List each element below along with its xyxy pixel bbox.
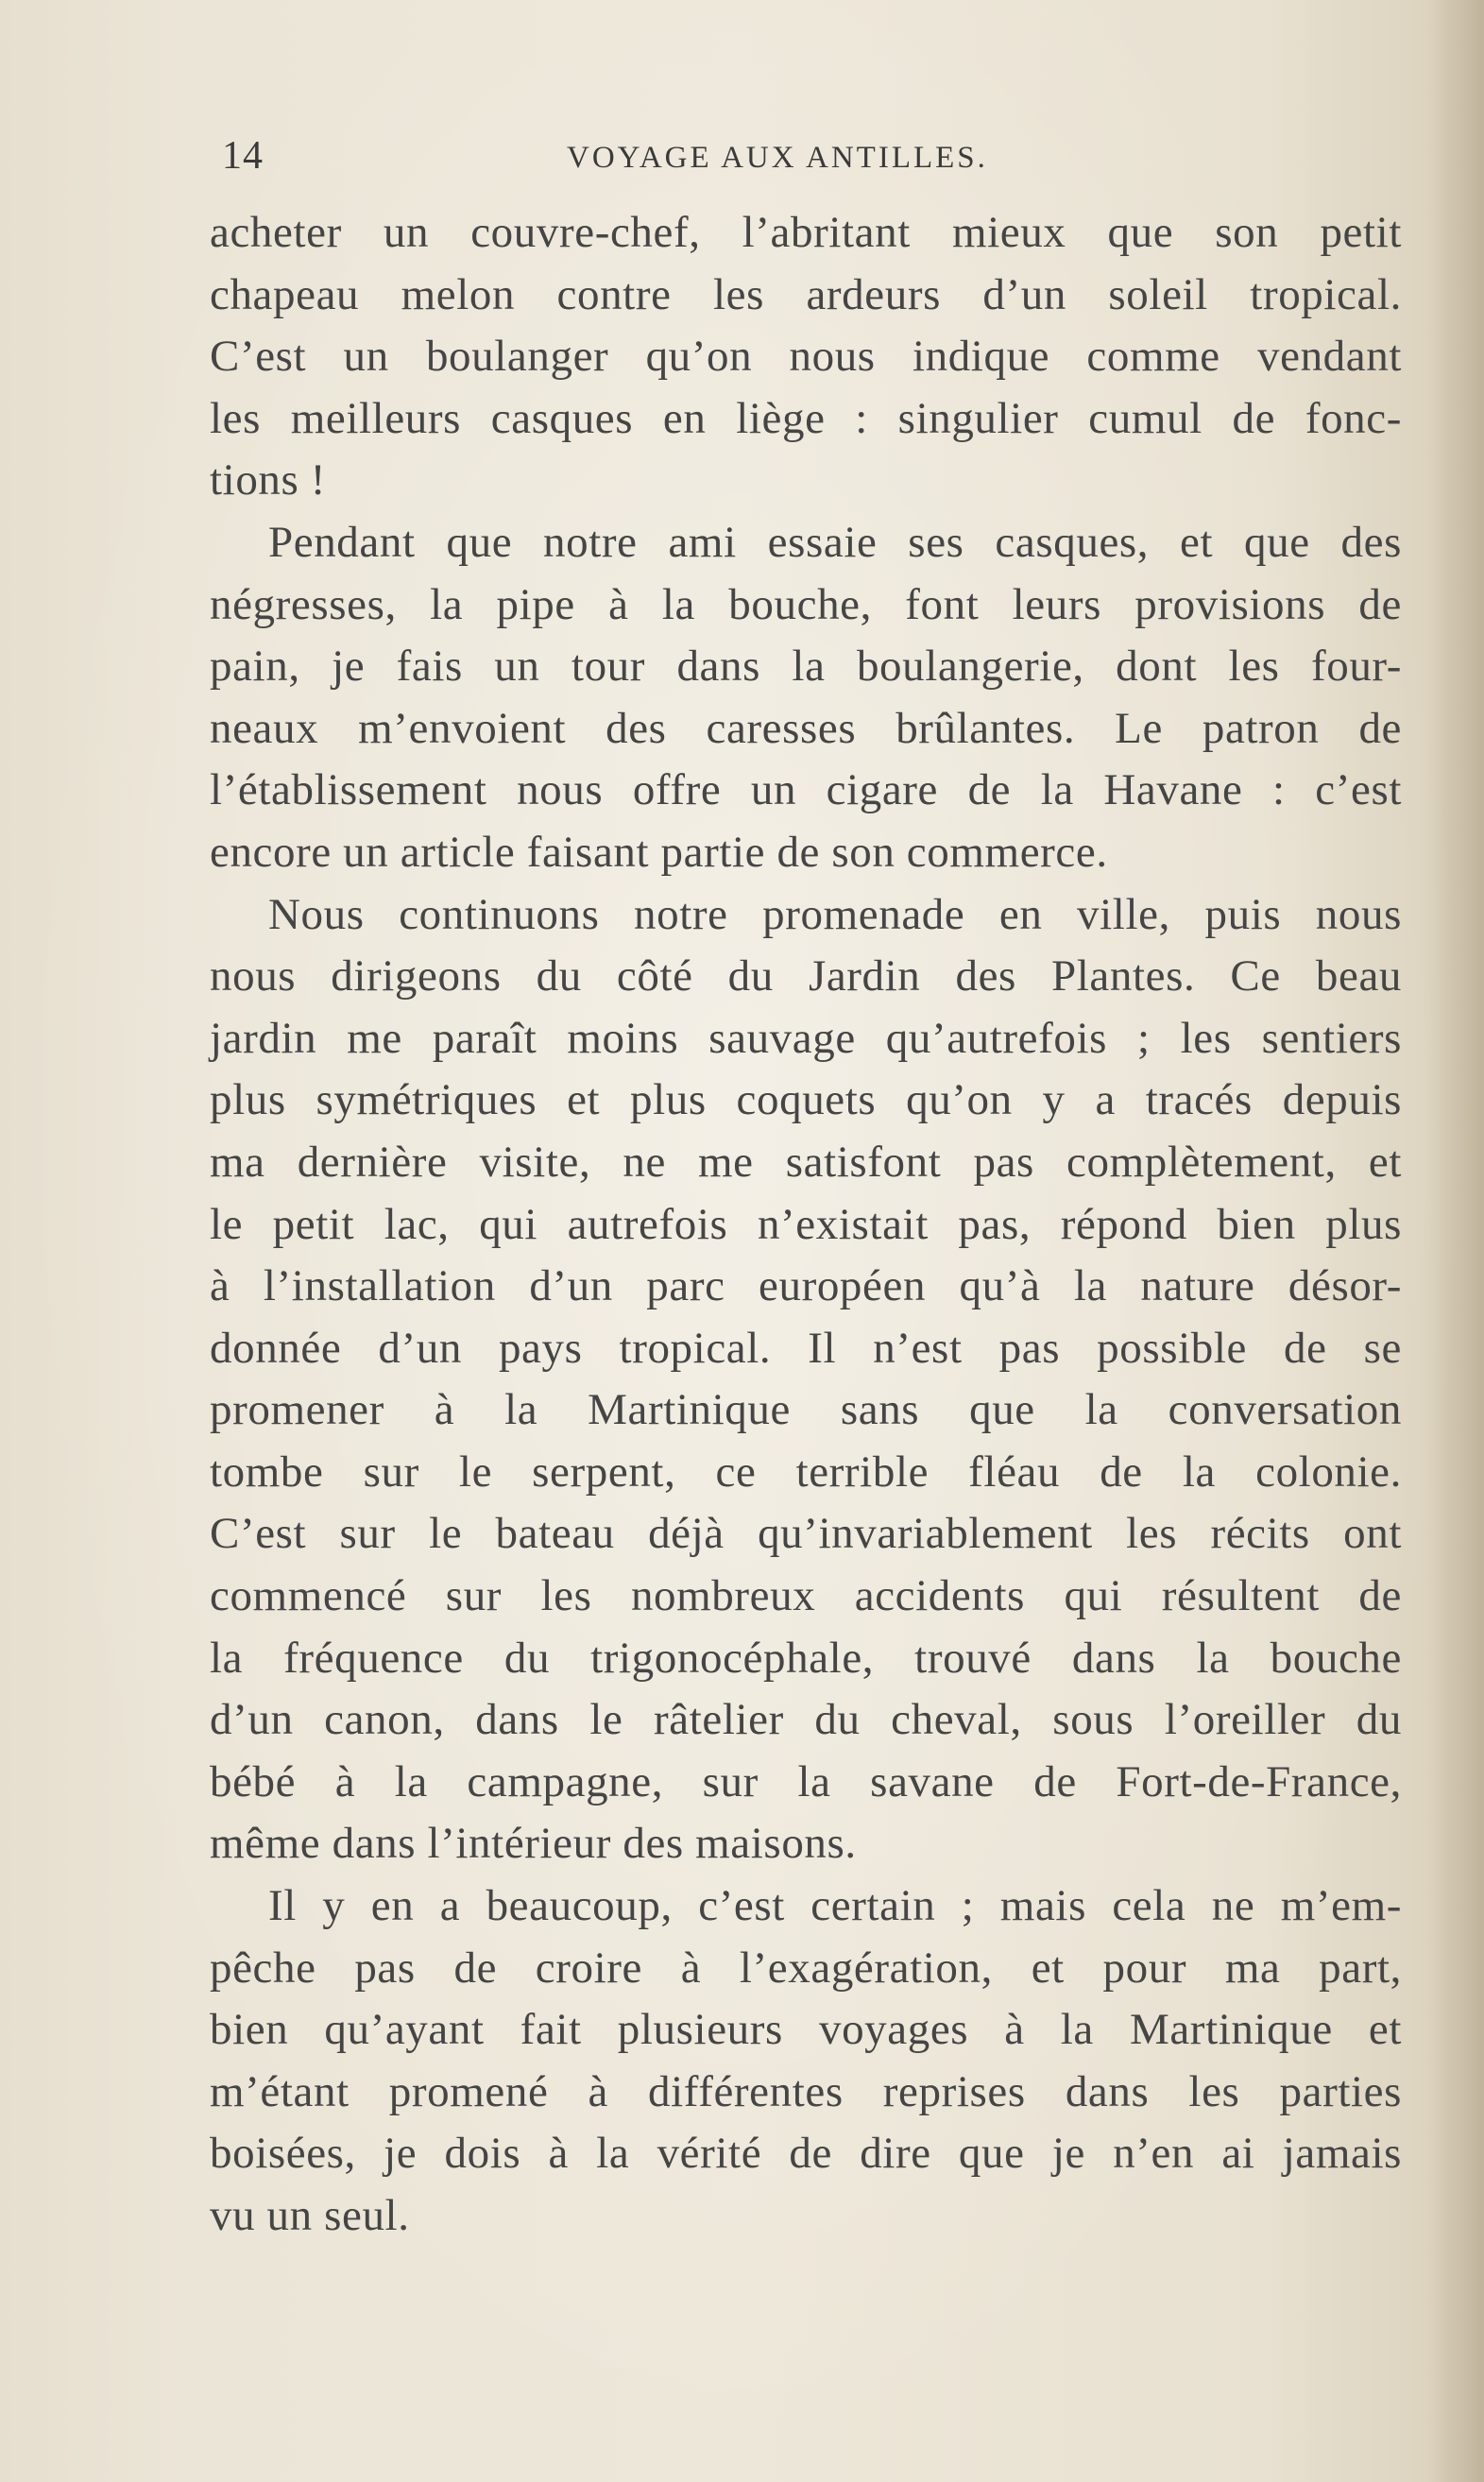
text-line: C’est sur le bateau déjà qu’invariablement les récits ont: [210, 1509, 1402, 1559]
text-line: neaux m’envoient des caresses brûlantes. Le patron de: [210, 703, 1402, 753]
text-line: bien qu’ayant fait plusieurs voyages à la Martinique et: [210, 2005, 1402, 2055]
text-line: encore un article faisant partie de son commerce.: [210, 827, 1108, 877]
text-line: Nous continuons notre promenade en ville, puis nous: [268, 889, 1402, 939]
text-line: pêche pas de croire à l’exagération, et pour ma part,: [210, 1943, 1402, 1993]
paragraph-4: [210, 1875, 1402, 2248]
text-line: commencé sur les nombreux accidents qui résultent de: [210, 1571, 1402, 1621]
text-line: acheter un couvre-chef, l’abritant mieux que son petit: [210, 208, 1402, 257]
text-line: plus symétriques et plus coquets qu’on y a tracés depuis: [210, 1075, 1402, 1125]
text-line: chapeau melon contre les ardeurs d’un soleil tropical.: [210, 269, 1402, 319]
text-line: pain, je fais un tour dans la boulangerie, dont les four-: [210, 642, 1402, 692]
text-line: tions !: [210, 455, 327, 505]
text-line: négresses, la pipe à la bouche, font leurs provisions de: [210, 579, 1402, 629]
text-line: le petit lac, qui autrefois n’existait pas, répond bien plus: [210, 1199, 1402, 1249]
paragraph-2: [210, 512, 1402, 884]
text-line: à l’installation d’un parc européen qu’à la nature désor-: [210, 1261, 1402, 1311]
text-line: bébé à la campagne, sur la savane de Fort-de-France,: [210, 1756, 1402, 1806]
paragraph-1: [210, 202, 1402, 512]
text-line: nous dirigeons du côté du Jardin des Plantes. Ce beau: [210, 951, 1402, 1001]
text-line: donnée d’un pays tropical. Il n’est pas possible de se: [210, 1323, 1402, 1373]
text-line: boisées, je dois à la vérité de dire que je n’en ai jamais: [210, 2129, 1402, 2179]
text-line: Pendant que notre ami essaie ses casques, et que des: [268, 517, 1402, 567]
text-line: l’établissement nous offre un cigare de la Havane : c’est: [210, 765, 1402, 815]
running-title: VOYAGE AUX ANTILLES.: [567, 141, 988, 175]
text-line: même dans l’intérieur des maisons.: [210, 1819, 857, 1869]
text-line: tombe sur le serpent, ce terrible fléau de la colonie.: [210, 1446, 1402, 1497]
text-line: C’est un boulanger qu’on nous indique comme vendant: [210, 332, 1402, 382]
text-line: vu un seul.: [210, 2191, 410, 2240]
text-line: Il y en a beaucoup, c’est certain ; mais cela ne m’em-: [268, 1881, 1402, 1931]
page-number: 14: [222, 134, 264, 178]
running-head: [213, 130, 1398, 187]
text-line: jardin me paraît moins sauvage qu’autrefois ; les sentiers: [210, 1013, 1402, 1063]
paragraph-3: [210, 884, 1402, 1876]
text-line: les meilleurs casques en liège : singulier cumul de fonc-: [210, 393, 1402, 443]
text-line: d’un canon, dans le râtelier du cheval, sous l’oreiller du: [210, 1695, 1402, 1745]
text-line: la fréquence du trigonocéphale, trouvé dans la bouche: [210, 1633, 1402, 1683]
text-line: promener à la Martinique sans que la conversation: [210, 1385, 1402, 1435]
page-edge-shadow: [1427, 0, 1484, 2482]
text-line: ma dernière visite, ne me satisfont pas complètement, et: [210, 1137, 1402, 1187]
text-line: m’étant promené à différentes reprises dans les parties: [210, 2066, 1402, 2116]
body-text: [210, 202, 1402, 2248]
